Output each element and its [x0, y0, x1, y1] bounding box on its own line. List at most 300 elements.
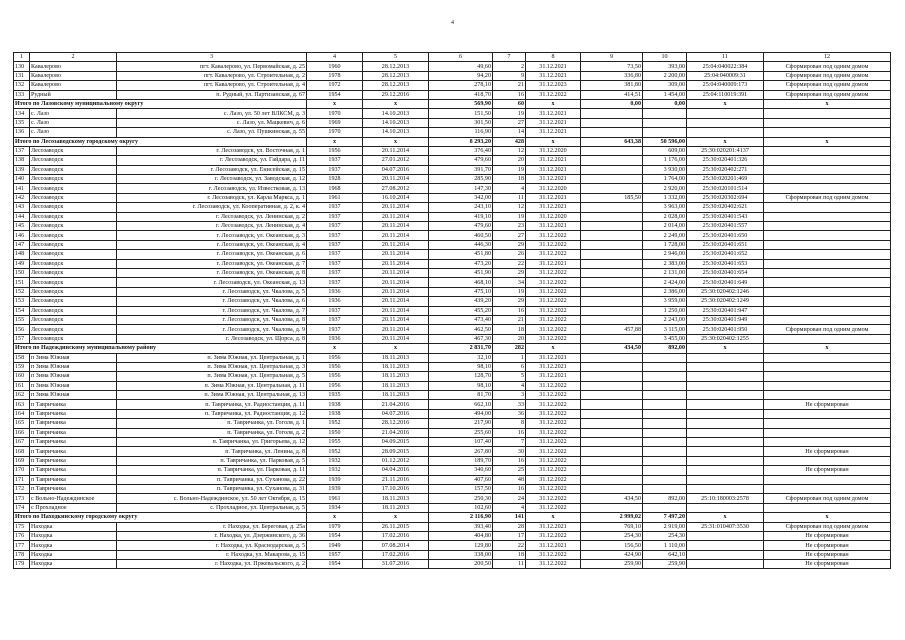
- table-cell: Лесозаводск: [30, 297, 117, 306]
- subtotal-row: [14, 513, 891, 522]
- table-cell: 138: [14, 156, 30, 165]
- table-row: [14, 334, 891, 343]
- table-cell: [581, 503, 643, 512]
- subtotal-cell: 643,38: [581, 137, 643, 146]
- table-cell: 31.12.2022: [526, 278, 581, 287]
- table-cell: 1937: [307, 325, 363, 334]
- table-cell: [764, 306, 891, 315]
- table-cell: 309,00: [643, 81, 687, 90]
- table-row: [14, 222, 891, 231]
- subtotal-label: Итого по Находкинскому городскому округу: [14, 513, 307, 522]
- table-cell: 1970: [307, 128, 363, 137]
- table-cell: [643, 438, 687, 447]
- table-cell: 434,50: [581, 494, 643, 503]
- table-cell: 1939: [307, 475, 363, 484]
- table-cell: 31.12.2020: [526, 212, 581, 221]
- table-cell: [764, 259, 891, 268]
- table-cell: 31.12.2021: [526, 193, 581, 202]
- table-cell: 31.12.2022: [526, 475, 581, 484]
- table-cell: [764, 353, 891, 362]
- table-cell: 20: [493, 334, 526, 343]
- table-cell: [581, 391, 643, 400]
- table-cell: 179: [14, 560, 30, 569]
- table-cell: 31.12.2021: [526, 362, 581, 371]
- table-cell: 31.12.2021: [526, 222, 581, 231]
- subtotal-cell: х: [764, 99, 891, 108]
- table-cell: 494,00: [429, 409, 493, 418]
- table-cell: 25:30:020401:326: [687, 156, 764, 165]
- table-cell: [581, 184, 643, 193]
- table-cell: 301,50: [429, 118, 493, 127]
- table-cell: 336,80: [581, 71, 643, 80]
- table-cell: 140: [14, 175, 30, 184]
- table-row: [14, 184, 891, 193]
- subtotal-cell: 2 831,70: [429, 344, 493, 353]
- table-cell: 139: [14, 165, 30, 174]
- table-cell: 4: [493, 184, 526, 193]
- table-cell: 1 250,00: [643, 306, 687, 315]
- table-cell: г. Лесозаводск, ул. Щорса, д. 8: [117, 334, 307, 343]
- table-cell: 31.12.2021: [526, 156, 581, 165]
- table-cell: 48: [493, 475, 526, 484]
- table-cell: 1937: [307, 212, 363, 221]
- table-cell: 338,00: [429, 550, 493, 559]
- subtotal-cell: 428: [493, 137, 526, 146]
- table-row: [14, 193, 891, 202]
- table-cell: 25:30:020101:514: [687, 184, 764, 193]
- table-cell: 133: [14, 90, 30, 99]
- table-cell: Лесозаводск: [30, 268, 117, 277]
- table-cell: 173: [14, 494, 30, 503]
- table-cell: п Зима Южная: [30, 353, 117, 362]
- column-number: 6: [429, 53, 493, 62]
- table-cell: 49,60: [429, 62, 493, 71]
- column-number: 10: [643, 53, 687, 62]
- table-cell: 01.12.2012: [363, 456, 429, 465]
- table-cell: 1938: [307, 400, 363, 409]
- subtotal-cell: 569,90: [429, 99, 493, 108]
- table-cell: [764, 409, 891, 418]
- table-row: [14, 297, 891, 306]
- table-row: [14, 287, 891, 296]
- table-row: [14, 438, 891, 447]
- table-cell: 31.12.2022: [526, 391, 581, 400]
- table-cell: п Тавричанка: [30, 438, 117, 447]
- subtotal-cell: 0,00: [581, 99, 643, 108]
- table-cell: г. Лесозаводск, ул. Кооперативная, д. 2, к. 4: [117, 203, 307, 212]
- table-cell: [581, 484, 643, 493]
- table-row: [14, 400, 891, 409]
- table-cell: 31.12.2022: [526, 447, 581, 456]
- table-cell: Сформирован под одним домом: [764, 62, 891, 71]
- table-cell: [581, 146, 643, 155]
- table-cell: 146: [14, 231, 30, 240]
- table-cell: 22: [493, 259, 526, 268]
- table-cell: 23: [493, 222, 526, 231]
- table-cell: п. Тавричанка, ул. Гоголя, д. 2: [117, 428, 307, 437]
- table-cell: 160: [14, 372, 30, 381]
- table-cell: 1955: [307, 438, 363, 447]
- table-cell: 6: [493, 362, 526, 371]
- table-cell: 16: [493, 456, 526, 465]
- table-cell: 19: [493, 287, 526, 296]
- table-cell: 20.11.2014: [363, 268, 429, 277]
- table-cell: [687, 447, 764, 456]
- table-cell: 134: [14, 109, 30, 118]
- table-cell: [581, 156, 643, 165]
- table-cell: 20.11.2014: [363, 222, 429, 231]
- table-cell: 1949: [307, 541, 363, 550]
- table-cell: [643, 362, 687, 371]
- column-number: 3: [117, 53, 307, 62]
- column-number: 12: [764, 53, 891, 62]
- table-cell: 155: [14, 315, 30, 324]
- table-cell: 28.09.2015: [363, 447, 429, 456]
- table-cell: 33: [493, 400, 526, 409]
- table-cell: 168: [14, 447, 30, 456]
- table-cell: 17: [493, 531, 526, 540]
- table-cell: 468,10: [429, 278, 493, 287]
- table-cell: 25:30:020401:653: [687, 259, 764, 268]
- table-row: [14, 419, 891, 428]
- table-cell: 11: [493, 560, 526, 569]
- table-row: [14, 381, 891, 390]
- table-cell: 662,10: [429, 400, 493, 409]
- table-cell: 381,80: [581, 81, 643, 90]
- table-cell: [764, 156, 891, 165]
- table-cell: 31.12.2022: [526, 531, 581, 540]
- table-cell: [581, 109, 643, 118]
- table-cell: 414,51: [581, 90, 643, 99]
- table-cell: 407,60: [429, 475, 493, 484]
- table-cell: 419,10: [429, 212, 493, 221]
- subtotal-cell: 434,50: [581, 344, 643, 353]
- table-row: [14, 560, 891, 569]
- table-cell: Не сформирован: [764, 541, 891, 550]
- table-cell: 136: [14, 128, 30, 137]
- table-cell: [581, 353, 643, 362]
- table-cell: 28.12.2013: [363, 81, 429, 90]
- table-cell: [581, 334, 643, 343]
- table-cell: [764, 184, 891, 193]
- table-cell: Находка: [30, 522, 117, 531]
- table-row: [14, 62, 891, 71]
- table-row: [14, 109, 891, 118]
- table-cell: г. Лесозаводск, ул. Чкалова, д. 8: [117, 315, 307, 324]
- table-cell: 393,00: [643, 62, 687, 71]
- table-cell: [764, 315, 891, 324]
- table-cell: 27: [493, 118, 526, 127]
- table-cell: [764, 287, 891, 296]
- table-row: [14, 353, 891, 362]
- table-cell: 1937: [307, 165, 363, 174]
- table-cell: 1954: [307, 531, 363, 540]
- table-cell: 200,50: [429, 560, 493, 569]
- table-cell: 1952: [307, 447, 363, 456]
- table-cell: [764, 268, 891, 277]
- table-cell: 250,30: [429, 494, 493, 503]
- table-cell: 26.11.2015: [363, 522, 429, 531]
- table-cell: 31.12.2022: [526, 268, 581, 277]
- table-cell: 254,30: [581, 531, 643, 540]
- table-cell: п. Тавричанка, ул. Радиостанция, д. 12: [117, 409, 307, 418]
- table-cell: Находка: [30, 550, 117, 559]
- table-cell: 16: [493, 90, 526, 99]
- subtotal-cell: х: [764, 344, 891, 353]
- table-cell: 18.11.2013: [363, 503, 429, 512]
- table-row: [14, 494, 891, 503]
- table-cell: 147,30: [429, 184, 493, 193]
- table-cell: 31.12.2021: [526, 522, 581, 531]
- subtotal-cell: х: [526, 344, 581, 353]
- table-cell: [581, 128, 643, 137]
- table-cell: Сформирован под одним домом: [764, 81, 891, 90]
- table-cell: 22: [493, 541, 526, 550]
- table-cell: 156: [14, 325, 30, 334]
- table-cell: 176: [14, 531, 30, 540]
- table-row: [14, 428, 891, 437]
- table-cell: Лесозаводск: [30, 156, 117, 165]
- table-cell: 25:31:010407:3530: [687, 522, 764, 531]
- subtotal-cell: 141: [493, 513, 526, 522]
- table-cell: 31.12.2021: [526, 541, 581, 550]
- table-cell: 143: [14, 203, 30, 212]
- table-cell: 1972: [307, 81, 363, 90]
- table-cell: 31.12.2022: [526, 381, 581, 390]
- table-cell: 2 249,00: [643, 231, 687, 240]
- table-cell: п Тавричанка: [30, 419, 117, 428]
- table-cell: 31.12.2022: [526, 334, 581, 343]
- table-cell: 217,90: [429, 419, 493, 428]
- table-cell: 1936: [307, 297, 363, 306]
- table-cell: 28.12.2013: [363, 62, 429, 71]
- table-cell: 31.12.2021: [526, 62, 581, 71]
- table-cell: п Зима Южная: [30, 362, 117, 371]
- table-cell: 1938: [307, 409, 363, 418]
- table-cell: 20.11.2014: [363, 315, 429, 324]
- table-row: [14, 212, 891, 221]
- table-cell: [687, 372, 764, 381]
- table-cell: 31.12.2021: [526, 203, 581, 212]
- table-cell: 169: [14, 456, 30, 465]
- table-cell: Кавалерово: [30, 71, 117, 80]
- table-cell: [581, 165, 643, 174]
- table-cell: [581, 250, 643, 259]
- table-cell: 107,40: [429, 438, 493, 447]
- table-cell: 21.04.2016: [363, 428, 429, 437]
- table-cell: 2 028,00: [643, 212, 687, 221]
- table-cell: [764, 278, 891, 287]
- table-cell: 132: [14, 81, 30, 90]
- table-cell: п. Тавричанка, ул. Парковая, д. 11: [117, 466, 307, 475]
- table-row: [14, 259, 891, 268]
- table-cell: 165: [14, 419, 30, 428]
- table-cell: п Зима Южная: [30, 381, 117, 390]
- table-cell: 473,20: [429, 259, 493, 268]
- table-cell: Не сформирован: [764, 560, 891, 569]
- table-row: [14, 484, 891, 493]
- table-cell: п Тавричанка: [30, 484, 117, 493]
- table-row: [14, 315, 891, 324]
- table-cell: [581, 240, 643, 249]
- table-cell: 18.11.2013: [363, 381, 429, 390]
- table-cell: 8: [493, 419, 526, 428]
- table-cell: 29: [493, 268, 526, 277]
- table-cell: [581, 447, 643, 456]
- table-cell: 98,10: [429, 362, 493, 371]
- table-cell: 25:30:020402:621: [687, 203, 764, 212]
- table-cell: 25:04:110019:391: [687, 90, 764, 99]
- table-cell: 31.12.2021: [526, 259, 581, 268]
- table-cell: [581, 297, 643, 306]
- subtotal-cell: х: [307, 137, 363, 146]
- table-cell: 27.01.2012: [363, 156, 429, 165]
- table-cell: Лесозаводск: [30, 240, 117, 249]
- table-cell: 1937: [307, 268, 363, 277]
- table-cell: 25:30:020401:947: [687, 306, 764, 315]
- table-cell: 446,30: [429, 240, 493, 249]
- table-cell: 14.10.2013: [363, 109, 429, 118]
- table-row: [14, 118, 891, 127]
- table-cell: 31.12.2022: [526, 315, 581, 324]
- table-cell: [581, 287, 643, 296]
- table-cell: 153: [14, 297, 30, 306]
- table-cell: [764, 118, 891, 127]
- table-row: [14, 128, 891, 137]
- table-cell: [764, 231, 891, 240]
- table-cell: [581, 409, 643, 418]
- subtotal-label: Итого по Лазовскому муниципальному округу: [14, 99, 307, 108]
- table-cell: [581, 212, 643, 221]
- table-cell: Лесозаводск: [30, 231, 117, 240]
- table-cell: 1937: [307, 203, 363, 212]
- table-row: [14, 541, 891, 550]
- table-cell: [581, 278, 643, 287]
- table-cell: 20.11.2014: [363, 146, 429, 155]
- table-cell: 1970: [307, 109, 363, 118]
- table-cell: 175: [14, 522, 30, 531]
- table-cell: 424,90: [581, 550, 643, 559]
- table-cell: 25:30:020401:649: [687, 278, 764, 287]
- table-cell: 2 386,00: [643, 287, 687, 296]
- table-cell: [687, 353, 764, 362]
- table-cell: [764, 128, 891, 137]
- table-cell: [581, 475, 643, 484]
- table-cell: 30: [493, 447, 526, 456]
- table-cell: 25:30:020402:1249: [687, 297, 764, 306]
- table-cell: 1934: [307, 503, 363, 512]
- table-cell: [581, 466, 643, 475]
- table-cell: 2 131,00: [643, 268, 687, 277]
- table-cell: 1937: [307, 222, 363, 231]
- table-cell: п Тавричанка: [30, 409, 117, 418]
- table-cell: 172: [14, 484, 30, 493]
- table-cell: п Тавричанка: [30, 447, 117, 456]
- table-cell: 479,60: [429, 156, 493, 165]
- table-cell: [764, 250, 891, 259]
- table-cell: [581, 175, 643, 184]
- table-cell: 11: [493, 193, 526, 202]
- table-cell: г. Лесозаводск, ул. Заводская, д. 12: [117, 175, 307, 184]
- table-cell: 31.12.2022: [526, 438, 581, 447]
- table-cell: 161: [14, 381, 30, 390]
- subtotal-cell: х: [526, 99, 581, 108]
- table-cell: с. Лазо: [30, 128, 117, 137]
- table-cell: 17.02.2016: [363, 550, 429, 559]
- table-cell: 439,20: [429, 297, 493, 306]
- table-cell: [581, 231, 643, 240]
- subtotal-cell: 7 497,20: [643, 513, 687, 522]
- table-cell: 166: [14, 428, 30, 437]
- table-cell: 25:30:020401:950: [687, 325, 764, 334]
- table-cell: 18: [493, 175, 526, 184]
- table-row: [14, 550, 891, 559]
- table-cell: 259,90: [581, 560, 643, 569]
- subtotal-cell: х: [526, 137, 581, 146]
- table-cell: [581, 438, 643, 447]
- table-cell: 130: [14, 62, 30, 71]
- table-cell: 31.12.2021: [526, 353, 581, 362]
- table-cell: 18: [493, 550, 526, 559]
- table-cell: с. Лазо, ул. 50 лет ВЛКСМ, д. 3: [117, 109, 307, 118]
- table-cell: г. Лесозаводск, ул. Гайдара, д. 11: [117, 156, 307, 165]
- table-cell: 170: [14, 466, 30, 475]
- table-cell: с. Вольно-Надеждинское, ул. 50 лет Октября, д. 15: [117, 494, 307, 503]
- table-cell: 31.12.2022: [526, 231, 581, 240]
- table-row: [14, 466, 891, 475]
- table-cell: Рудный: [30, 90, 117, 99]
- table-cell: [764, 419, 891, 428]
- table-cell: 3 963,00: [643, 203, 687, 212]
- table-cell: 2 383,00: [643, 259, 687, 268]
- table-cell: Лесозаводск: [30, 175, 117, 184]
- table-cell: [687, 128, 764, 137]
- table-cell: 1936: [307, 287, 363, 296]
- table-cell: п Тавричанка: [30, 428, 117, 437]
- table-cell: [581, 268, 643, 277]
- subtotal-cell: х: [687, 99, 764, 108]
- table-cell: г. Находка, ул. Краснодарская, д. 5: [117, 541, 307, 550]
- table-cell: с Вольно-Надеждинское: [30, 494, 117, 503]
- table-cell: 473,40: [429, 315, 493, 324]
- table-cell: 1956: [307, 362, 363, 371]
- table-cell: г. Лесозаводск, ул. Океанская, д. 4: [117, 240, 307, 249]
- table-cell: 151,50: [429, 109, 493, 118]
- table-cell: [581, 259, 643, 268]
- table-cell: 1961: [307, 494, 363, 503]
- table-cell: 31.12.2021: [526, 109, 581, 118]
- table-cell: 20.11.2014: [363, 306, 429, 315]
- table-cell: 31.12.2022: [526, 494, 581, 503]
- table-cell: 3 959,00: [643, 297, 687, 306]
- subtotal-cell: 282: [493, 344, 526, 353]
- table-cell: 156,50: [581, 541, 643, 550]
- table-body: [14, 62, 891, 569]
- table-cell: 1935: [307, 391, 363, 400]
- table-cell: 116,90: [429, 128, 493, 137]
- table-cell: [581, 400, 643, 409]
- table-cell: 1957: [307, 550, 363, 559]
- table-cell: 31.12.2021: [526, 175, 581, 184]
- table-cell: 31.12.2022: [526, 484, 581, 493]
- table-row: [14, 447, 891, 456]
- column-number: 2: [30, 53, 117, 62]
- table-cell: г. Лесозаводск, ул. Океанская, д. 6: [117, 250, 307, 259]
- table-cell: [687, 391, 764, 400]
- table-cell: Не сформирован: [764, 447, 891, 456]
- table-cell: 1960: [307, 62, 363, 71]
- table-cell: Кавалерово: [30, 62, 117, 71]
